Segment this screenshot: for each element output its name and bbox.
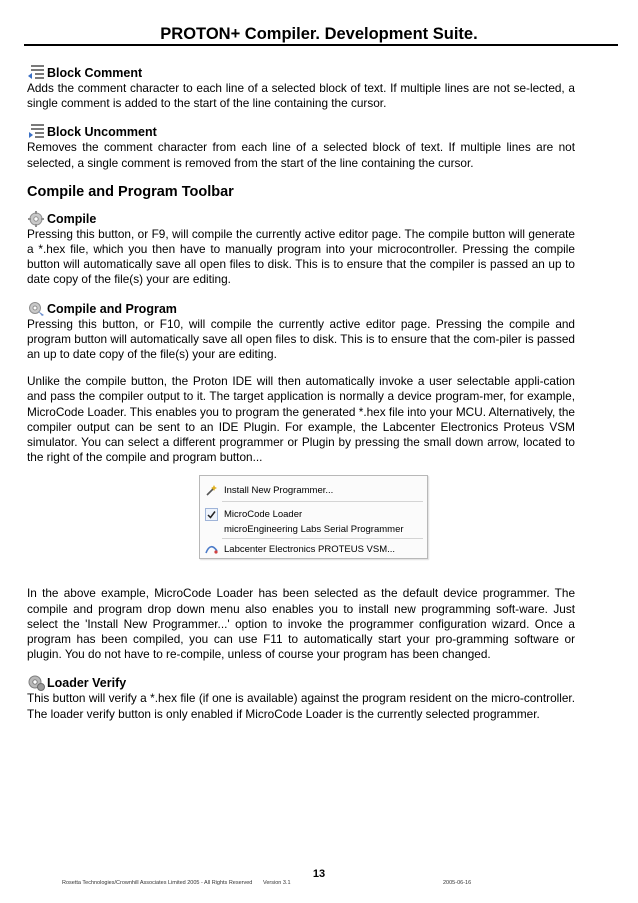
loader-verify-title: Loader Verify [47,676,127,691]
block-comment-text: Adds the comment character to each line of a selected block of text. If multiple lines are not se-lected, a single comment is added to the start of the line containing the cursor. [27,81,575,111]
menu-item-labcenter-proteus[interactable] [200,540,427,558]
block-comment-heading [27,64,575,81]
menu-separator [222,501,423,502]
block-comment-title: Block Comment [47,66,143,80]
block-uncomment-text: Removes the comment character from each line of a selected block of text. If multiple lines are not selected, a single comment is removed from the start of the line containing the cursor. [27,140,575,170]
wand-icon [205,484,218,497]
menu-item-install-label: Install New Programmer... [224,484,334,496]
toolbar-section-heading: Compile and Program Toolbar [27,183,234,200]
menu-item-install-programmer[interactable] [200,481,427,499]
compile-program-text-3: In the above example, MicroCode Loader has been selected as the default device programmer. The compile and program drop down menu also enables you to install new programming soft-ware. Just select the 'Install New Programmer...' option to invoke the programmer configuration wizard. Once a program has been compiled, you can use F11 to automatically start your pro-gramming software or plugin. You do not have to re-compile, unless of course your program has been changed. [27,586,575,662]
document-body [27,64,575,722]
compile-program-icon [27,300,46,317]
footer-copyright: Rosetta Technologies/Crownhill Associates Limited 2005 - All Rights Reserved [62,880,253,886]
proteus-icon [205,543,218,556]
page-header-title: PROTON+ Compiler. Development Suite. [160,25,478,43]
block-uncomment-icon [27,123,46,140]
block-comment-icon [27,64,46,81]
footer-version: Version 3.1 [263,880,291,886]
menu-item-microcode-label: MicroCode Loader [224,508,303,520]
menu-item-labcenter-label: Labcenter Electronics PROTEUS VSM... [224,543,396,555]
compile-program-text-1: Pressing this button, or F10, will compile the currently active editor page. Pressing the compile and program button will automatically save all open files to disk. This is to ensure that the com-piler is passed an up to date copy of the file(s) your are editing. [27,316,575,362]
compile-program-title: Compile and Program [47,301,177,316]
header-rule [24,44,618,46]
compile-heading [27,210,575,227]
footer-date: 2005-06-16 [443,880,472,886]
menu-separator [222,538,423,539]
programmer-dropdown-menu [199,475,428,559]
compile-program-heading [27,300,575,317]
page-number: 13 [312,868,326,880]
block-uncomment-heading [27,123,575,140]
menu-item-melabs-label: microEngineering Labs Serial Programmer [224,523,404,535]
compile-title: Compile [47,211,97,226]
loader-verify-text: This button will verify a *.hex file (if one is available) against the program resident on the micro-controller. The loader verify button is only enabled if MicroCode Loader is the currently selected programmer. [27,691,575,721]
compile-gear-icon [27,210,46,227]
loader-verify-icon [27,674,46,691]
menu-item-melabs-programmer[interactable] [200,520,427,538]
compile-program-text-2: Unlike the compile button, the Proton IDE will then automatically invoke a user selectable appli-cation and pass the compiler output to it. The target application is normally a device program-mer, for example, MicroCode Loader. This enables you to program the generated *.hex file into your MCU. Alternatively, the compiler output can be sent to an IDE Plugin. For example, the Labcenter Electronics Proteus VSM simulator. You can select a different programmer or Plugin by pressing the small down arrow, located to the right of the compile and program button... [27,374,575,465]
block-uncomment-title: Block Uncomment [47,125,157,140]
loader-verify-heading [27,674,575,691]
compile-text: Pressing this button, or F9, will compile the currently active editor page. The compile button will generate a *.hex file, which you then have to manually program into your microcontroller. Pressing the compile button will automatically save all open files to disk. This is to ensure that the compiler is passed an up to date copy of the file(s) your are editing. [27,226,575,287]
